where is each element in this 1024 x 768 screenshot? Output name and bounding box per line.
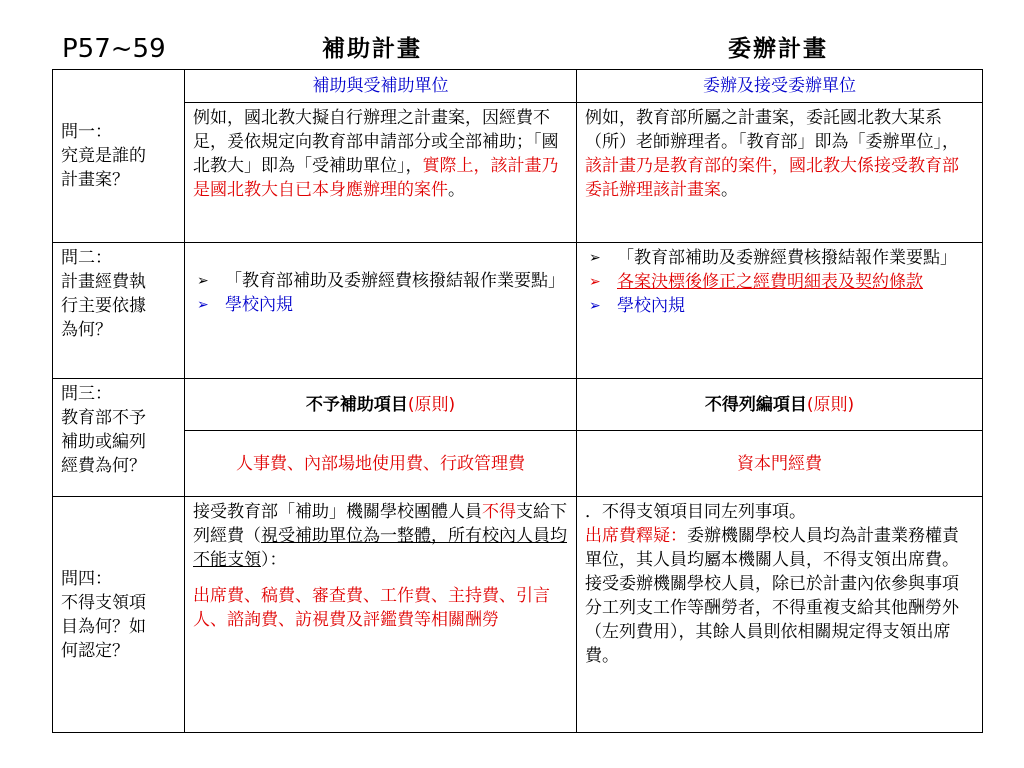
arrow-bullet-icon: ➢ [197,297,209,313]
arrow-bullet-icon: ➢ [589,298,601,314]
table-row [53,103,983,243]
q4-subsidy-cell [185,497,577,733]
list-item: ➢ 「教育部補助及委辦經費核撥結報作業要點」 [197,271,565,291]
q4-subsidy-para2: 出席費、稿費、審查費、工作費、主持費、引言人、諮詢費、訪視費及評鑑費等相關酬勞 [193,586,550,630]
q3-commission-items-cell: 資本門經費 [577,431,983,497]
subsidy-header-cell: 補助與受補助單位 [185,70,577,103]
q2-subsidy-cell [185,243,577,379]
question-4-cell: 問四： 不得支領項 目為何？如 何認定？ [53,497,185,733]
q4-subsidy-para1: 接受教育部「補助」機關學校團體人員不得支給下列經費（視受補助單位為一整體，所有校內人員均不能支領）： [193,502,567,570]
page-label: P57~59 [62,34,166,64]
q3-commission-head-cell: 不得列編項目(原則) [577,379,983,431]
list-item: ➢ 學校內規 [589,296,685,316]
arrow-bullet-icon: ➢ [589,250,601,266]
q3-subsidy-items-cell: 人事費、內部場地使用費、行政管理費 [185,431,577,497]
q1-subsidy-cell: 例如，國北教大擬自行辦理之計畫案，因經費不足，爰依規定向教育部申請部分或全部補助；「國北教大」即為「受補助單位」，實際上，該計畫乃是國北教大自已本身應辦理的案件。 [185,103,577,243]
subsidy-column-title: 補助計畫 [322,36,422,62]
commission-header-cell: 委辦及接受委辦單位 [577,70,983,103]
table-row [53,70,983,103]
question-3-cell: 問三： 教育部不予 補助或編列 經費為何？ [53,379,185,497]
list-item: ➢ 學校內規 [197,295,293,315]
q4-commission-cell: ．不得支領項目同左列事項。 出席費釋疑：委辦機關學校人員均為計畫業務權責單位，其人員均屬本機關人員，不得支領出席費。 接受委辦機關學校人員，除已於計畫內依參與事項分工列支工作等酬勞者，不得重複支給其他酬勞外（左列費用），其餘人員則依相關規定得支領出席費。 [577,497,983,733]
table-row [53,243,983,379]
q3-subsidy-head-cell: 不予補助項目(原則) [185,379,577,431]
question-1-cell: 問一： 究竟是誰的 計畫案？ [53,70,185,243]
table-row [53,379,983,431]
arrow-bullet-icon: ➢ [589,274,601,290]
table-row [53,431,983,497]
q2-commission-cell [577,243,983,379]
comparison-table [52,69,983,733]
question-2-cell: 問二： 計畫經費執 行主要依據 為何？ [53,243,185,379]
table-row [53,497,983,733]
commission-column-title: 委辦計畫 [728,36,828,62]
list-item: ➢ 「教育部補助及委辦經費核撥結報作業要點」 [589,248,957,268]
arrow-bullet-icon: ➢ [197,273,209,289]
list-item: ➢ 各案決標後修正之經費明細表及契約條款 [589,272,923,292]
q1-commission-cell: 例如，教育部所屬之計畫案，委託國北教大某系（所）老師辦理者。「教育部」即為「委辦單位」，該計畫乃是教育部的案件，國北教大係接受教育部委託辦理該計畫案。 [577,103,983,243]
